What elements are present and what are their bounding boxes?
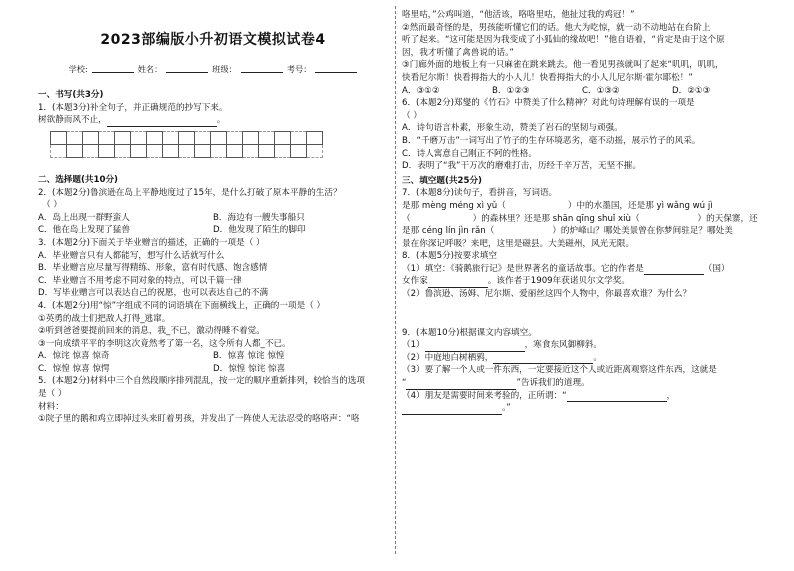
grid-cell[interactable]	[259, 131, 275, 144]
q2-options-row2	[38, 224, 388, 237]
section-2-heading: 二、选择题(共10分)	[38, 174, 118, 185]
grid-cell[interactable]	[99, 144, 115, 157]
q8-line-3: （2）鲁滨逊、汤姆、尼尔斯、爱丽丝这四个人物中，你最喜欢谁？为什么？	[402, 289, 692, 300]
class-field[interactable]	[241, 63, 283, 73]
q4-sentence-1: ①英勇的战士们把敌人打得_逃窜。	[38, 313, 171, 324]
grid-cell[interactable]	[195, 131, 211, 144]
material-line-4: 因，我才听懂了禽兽说的话。”	[402, 47, 514, 58]
grid-cell[interactable]	[243, 131, 259, 144]
q7-pinyin-3: ）的森林里？还是那 shān qīng shuǐ xiù（	[472, 213, 640, 224]
q4-sentence-3: ③一向成绩平平的李明这次竟然考了第一名，这令所有人都_不已。	[38, 338, 291, 349]
grid-cell[interactable]	[67, 144, 83, 157]
q4-option-a[interactable]: A．惊诧 惊喜 惊奇	[38, 351, 110, 362]
section-1-heading: 一、书写(共3分)	[38, 90, 104, 101]
class-label: 班级：	[212, 63, 237, 74]
q8-line-1	[402, 263, 762, 276]
q3-option-c[interactable]: C．毕业赠言不用考虑不同对象的特点，可以千篇一律	[38, 275, 242, 286]
q1-prefix: 树欲静而风不止，	[38, 115, 107, 126]
q5-option-b[interactable]: B．①②③	[492, 85, 530, 96]
school-field[interactable]	[92, 63, 134, 73]
grid-cell[interactable]	[131, 131, 147, 144]
q7-line-1	[402, 200, 762, 213]
q9-line-3b	[402, 377, 762, 390]
material-line-2: ②然而最奇怪的是，男孩能听懂它们的话。他大为吃惊，就一动不动地站在台阶上	[402, 22, 711, 33]
q9-blank-1[interactable]	[425, 342, 525, 352]
q2-option-a[interactable]: A．岛上出现一群野蛮人	[38, 212, 130, 223]
q7-line-2	[402, 213, 762, 226]
q9-2-end: 。	[593, 352, 603, 363]
grid-cell[interactable]	[179, 131, 195, 144]
q8-text: 8．(本题5分)按要求填空	[402, 251, 497, 262]
q5-material-label: 材料：	[38, 401, 64, 412]
right-column	[402, 9, 762, 571]
q9-2-text: （2）中庭地白树栖鸦，	[402, 352, 494, 363]
grid-cell[interactable]	[211, 131, 227, 144]
grid-cell[interactable]	[307, 144, 323, 157]
grid-cell[interactable]	[51, 131, 67, 144]
q8-answer-space[interactable]	[402, 301, 762, 327]
q6-option-d[interactable]: D．表明了“我”干万次的磨难打击，历经千辛万苦，无坚不摧。	[402, 161, 641, 172]
q9-blank-3[interactable]	[406, 380, 516, 390]
q9-1-text: ，寒食东风御柳斜。	[524, 340, 603, 351]
q3-text: 3．(本题2分)下面关于毕业赠言的描述，正确的一项是（ ）	[38, 237, 265, 248]
number-field[interactable]	[315, 63, 357, 73]
q8-line-2	[402, 275, 762, 288]
q9-blank-5[interactable]	[402, 405, 502, 415]
q8-2-text: 女作家	[402, 276, 428, 287]
grid-cell[interactable]	[307, 131, 323, 144]
q9-line-4	[402, 390, 762, 403]
q1-text: 1．(本题3分)补全句子，并正确规范的抄写下来。	[38, 102, 228, 113]
q6-paren: （ ）	[402, 110, 422, 121]
grid-cell[interactable]	[131, 144, 147, 157]
q7-pinyin-1: 是那 mèng méng xì yǔ（	[402, 200, 506, 211]
grid-cell[interactable]	[163, 144, 179, 157]
q9-blank-4[interactable]	[567, 392, 667, 402]
q3-option-b[interactable]: B．毕业赠言应尽量写得精练、形象，富有时代感、饱含感情	[38, 263, 268, 274]
q2-options-row1	[38, 212, 388, 225]
student-info	[38, 63, 388, 76]
q1-sentence	[38, 114, 388, 127]
q4-option-c[interactable]: C．惊惶 惊喜 惊愕	[38, 363, 110, 374]
school-label: 学校:	[68, 63, 88, 74]
q2-option-d[interactable]: D．他发现了陌生的脚印	[213, 225, 306, 236]
grid-cell[interactable]	[67, 131, 83, 144]
grid-cell[interactable]	[163, 131, 179, 144]
grid-cell[interactable]	[147, 131, 163, 144]
q8-1-text: （1）填空：《骑鹅旅行记》是世界著名的童话故事。它的作者是	[402, 263, 644, 274]
q9-line-1	[402, 339, 762, 352]
q5-option-d[interactable]: D．②①③	[672, 85, 711, 96]
q9-4-end: ，	[666, 390, 676, 401]
q8-country-blank[interactable]	[644, 265, 704, 275]
q1-blank[interactable]	[107, 117, 217, 127]
grid-cell[interactable]	[179, 144, 195, 157]
q9-line-5	[402, 402, 762, 415]
grid-cell[interactable]	[83, 144, 99, 157]
material-line-5: ③门廊外面的地板上有一只麻雀在跳来跳去。他一看见男孩就叫了起来“叽叽，叽叽，	[402, 60, 724, 71]
q6-option-a[interactable]: A．诗句语言朴素，形象生动，赞美了岩石的坚韧与顽强。	[402, 123, 623, 134]
q7-line-3	[402, 225, 762, 238]
grid-cell[interactable]	[147, 144, 163, 157]
q4-options-row1	[38, 350, 388, 363]
grid-cell[interactable]	[99, 131, 115, 144]
section-3-heading: 三、填空题(共25分)	[402, 175, 482, 186]
q4-option-b[interactable]: B．惊喜 惊诧 惊惶	[213, 351, 285, 362]
q9-line-2	[402, 352, 762, 365]
q9-3-tail: ”告诉我们的道理。	[516, 378, 590, 389]
q2-option-b[interactable]: B．海边有一艘失事船只	[213, 212, 305, 223]
grid-cell[interactable]	[275, 131, 291, 144]
grid-cell[interactable]	[51, 144, 67, 157]
material-line-6: 快看尼尔斯！快看拇指大的小人儿！快看拇指大的小人儿尼尔斯·霍尔耶松！”	[402, 72, 693, 83]
q3-option-a[interactable]: A．毕业赠言只有人都能写，想写什么话就写什么	[38, 250, 225, 261]
q4-sentence-2: ②听到爸爸要提前回来的消息，我_不已，激动得睡不着觉。	[38, 326, 265, 337]
q7-tail-3: ）的炉峰山？哪处美景曾在你梦间驻足？哪处美	[552, 226, 733, 237]
q4-option-d[interactable]: D．惊惶 惊诧 惊喜	[213, 363, 286, 374]
grid-cell[interactable]	[291, 131, 307, 144]
q9-line-3: （3）要了解一个人或一件东西，一定要接近这个人或近距离观察这件东西，这就是	[402, 365, 717, 376]
page-title: 2023部编版小升初语文模拟试卷4	[100, 32, 326, 48]
q9-text: 9．(本题10分)根据课文内容填空。	[402, 327, 537, 338]
q7-paren-2: （	[402, 213, 411, 224]
q6-text: 6．(本题2分)郑燮的《竹石》中赞美了什么精神？对此句诗理解有误的一项是	[402, 98, 695, 109]
writing-grid[interactable]	[50, 131, 323, 158]
grid-cell[interactable]	[115, 144, 131, 157]
q5-material-1: ①院子里的鹅和鸡立即掉过头来盯着男孩，并发出了一阵使人无法忍受的咯咯声：“咯	[38, 414, 360, 425]
q7-tail-2: ）的天保寨，还	[697, 213, 758, 224]
grid-cell[interactable]	[275, 144, 291, 157]
q3-option-d[interactable]: D．写毕业赠言可以表达自己的祝愿，也可以表达自己的不满	[38, 288, 269, 299]
q9-blank-2[interactable]	[493, 354, 593, 364]
q7-pinyin-4: 是那 céng lín jìn rǎn（	[402, 226, 495, 237]
q9-5-end: 。”	[502, 403, 511, 414]
q2-text: 2．(本题2分)鲁滨逊在岛上平静地度过了15年，是什么打破了原本平静的生活？	[38, 187, 342, 198]
q4-options-row2	[38, 363, 388, 376]
left-column	[38, 0, 388, 562]
grid-cell[interactable]	[83, 131, 99, 144]
number-label: 考号：	[286, 63, 312, 74]
q8-1-country: （国）	[703, 263, 730, 274]
q5-option-a[interactable]: A．③①②	[402, 85, 440, 96]
column-divider	[395, 6, 396, 554]
q5-option-c[interactable]: C．①③②	[582, 85, 620, 96]
q9-3-quote: “	[402, 378, 407, 389]
material-line-3: 听了起来。“这可能是因为我变成了小狐仙的缘故吧！”他自语着，“肯定是由于这个原	[402, 35, 725, 46]
name-label: 姓名：	[137, 63, 163, 74]
q2-option-c[interactable]: C．他在岛上发现了猛兽	[38, 225, 130, 236]
q8-author-blank[interactable]	[428, 278, 488, 288]
q7-line-4: 景在你深记呼吸？来吧，这里是磁县。大美磁州，风光无限。	[402, 238, 635, 249]
q7-text: 7．(本题8分)读句子，看拼音，写词语。	[402, 188, 558, 199]
q8-2-tail: 。该作者于1909年获诺贝尔文学奖。	[487, 276, 630, 287]
q7-pinyin-2: ）中的水墨国，还是那 yì wǎng wú jì	[567, 200, 713, 211]
grid-cell[interactable]	[195, 144, 211, 157]
q6-option-c[interactable]: C．诗人寓意自己刚正不阿的性格。	[402, 148, 537, 159]
grid-cell[interactable]	[227, 144, 243, 157]
grid-cell[interactable]	[115, 131, 131, 144]
grid-cell[interactable]	[243, 144, 259, 157]
q5-text: 5．(本题2分)材料中三个自然段顺序排列混乱，按一定的顺序重新排列，较恰当的选项	[38, 376, 366, 387]
q5-text-cont: 是（ ）	[38, 389, 67, 400]
q5-options	[402, 85, 762, 98]
q9-1-num: （1）	[402, 340, 425, 351]
material-line-1: 咯里咕，”公鸡叫道，“他活该，咯咯里咕，他扯过我的鸡冠！”	[402, 10, 635, 20]
grid-cell[interactable]	[259, 144, 275, 157]
q6-option-b[interactable]: B．“千磨万击”一词写出了竹子的生存环境恶劣，毫不动摇，展示竹子的风采。	[402, 135, 701, 146]
grid-cell[interactable]	[227, 131, 243, 144]
q4-text: 4．(本题2分)用“惊”字组成不同的词语填在下面横线上，正确的一项是（ ）	[38, 300, 326, 311]
q1-end: 。	[216, 115, 226, 126]
grid-cell[interactable]	[291, 144, 307, 157]
q9-4-text: （4）朋友是需要时间来考验的，正所谓：“	[402, 390, 567, 401]
q2-paren: （ ）	[42, 200, 62, 211]
name-field[interactable]	[166, 63, 208, 73]
grid-cell[interactable]	[211, 144, 227, 157]
